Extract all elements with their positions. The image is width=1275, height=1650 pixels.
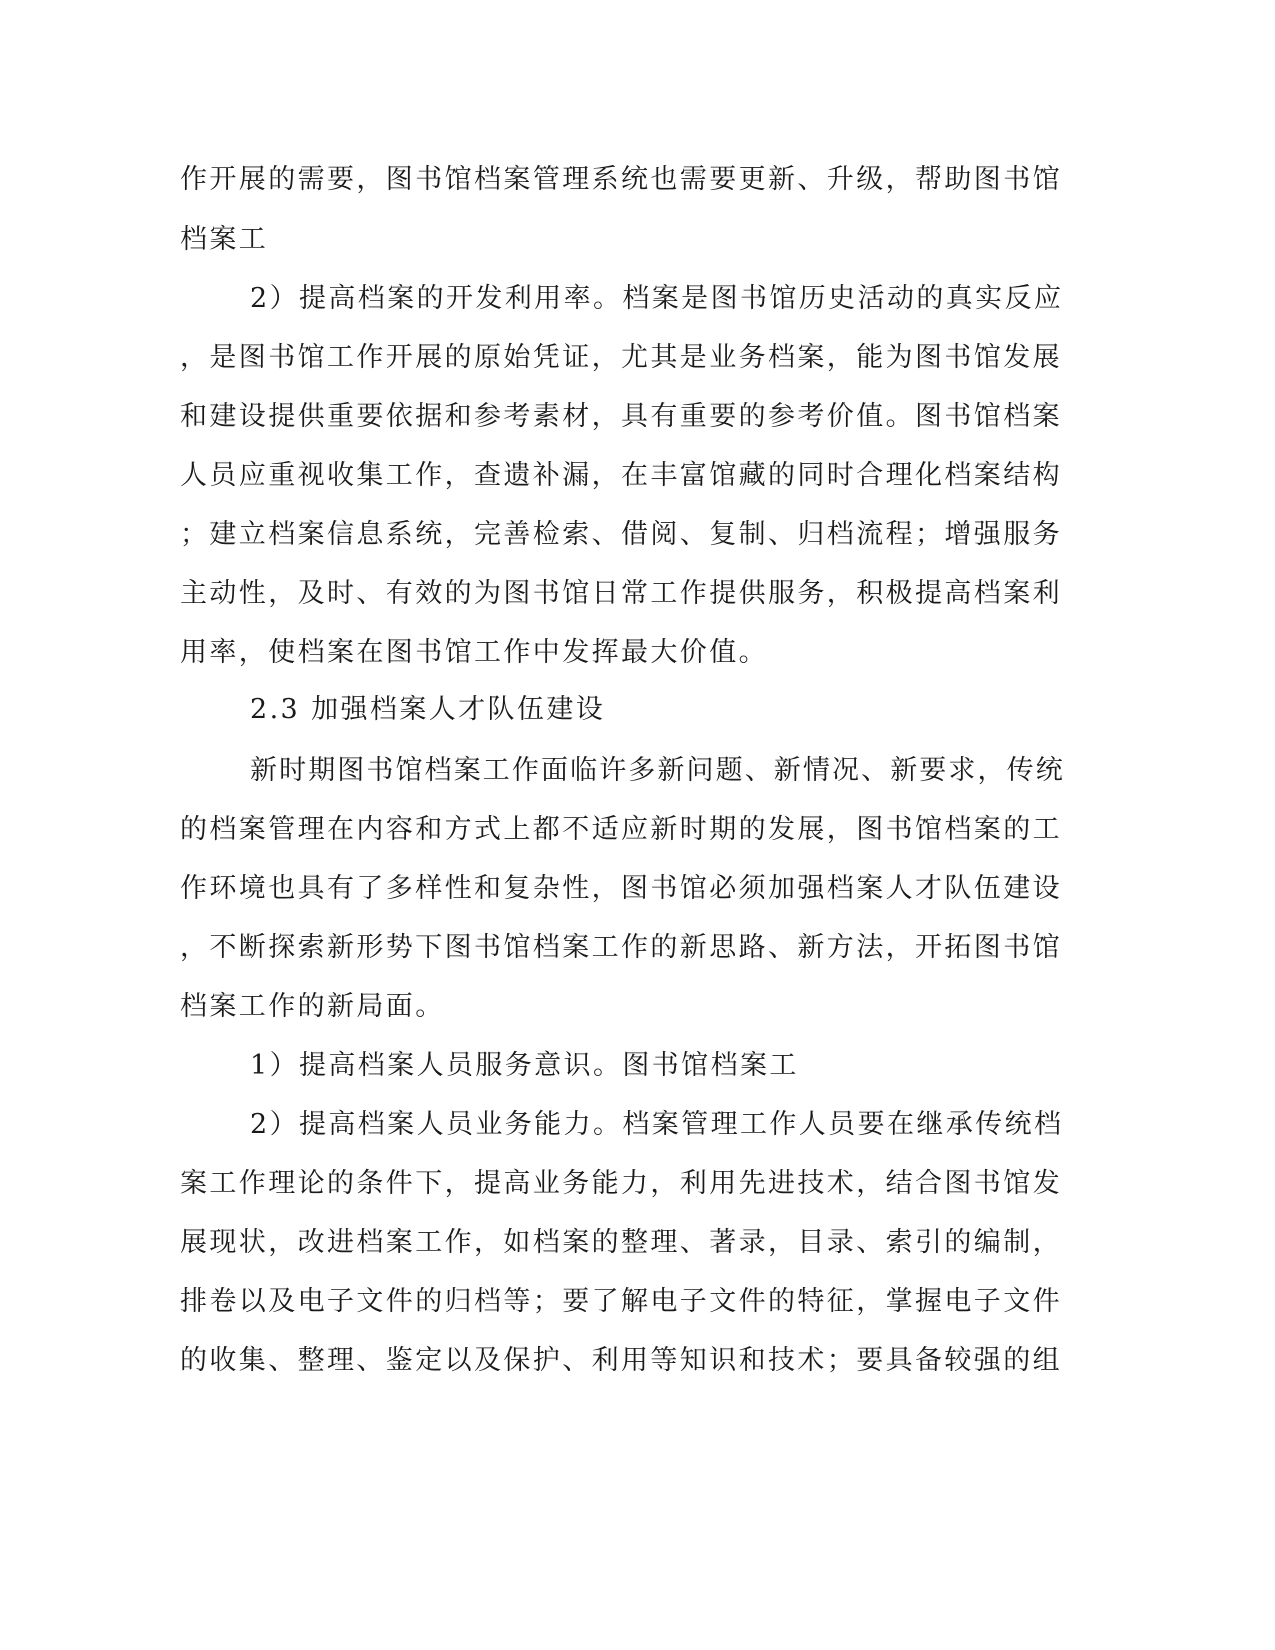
text-line: 作开展的需要，图书馆档案管理系统也需要更新、升级，帮助图书馆 xyxy=(180,164,1062,195)
text-line: 档案工作的新局面。 xyxy=(180,991,445,1022)
text-line: 2）提高档案的开发利用率。档案是图书馆历史活动的真实反应 xyxy=(250,283,1064,314)
section-heading: 2.3 加强档案人才队伍建设 xyxy=(250,694,606,725)
text-line: 主动性，及时、有效的为图书馆日常工作提供服务，积极提高档案利 xyxy=(180,578,1062,609)
text-line: 2）提高档案人员业务能力。档案管理工作人员要在继承传统档 xyxy=(250,1109,1064,1140)
text-line: 人员应重视收集工作，查遗补漏，在丰富馆藏的同时合理化档案结构 xyxy=(180,460,1062,491)
text-line: 案工作理论的条件下，提高业务能力，利用先进技术，结合图书馆发 xyxy=(180,1168,1062,1199)
text-line: 的收集、整理、鉴定以及保护、利用等知识和技术；要具备较强的组 xyxy=(180,1345,1062,1376)
text-line: 档案工 xyxy=(180,224,269,255)
text-line: 1）提高档案人员服务意识。图书馆档案工 xyxy=(250,1050,799,1081)
text-line: 的档案管理在内容和方式上都不适应新时期的发展，图书馆档案的工 xyxy=(180,814,1062,845)
text-line: 新时期图书馆档案工作面临许多新问题、新情况、新要求，传统 xyxy=(250,755,1065,786)
text-line: 作环境也具有了多样性和复杂性，图书馆必须加强档案人才队伍建设 xyxy=(180,873,1062,904)
text-line: 和建设提供重要依据和参考素材，具有重要的参考价值。图书馆档案 xyxy=(180,401,1062,432)
text-line: 展现状，改进档案工作，如档案的整理、著录，目录、索引的编制， xyxy=(180,1227,1062,1258)
text-line: ，不断探索新形势下图书馆档案工作的新思路、新方法，开拓图书馆 xyxy=(180,932,1062,963)
text-line: 排卷以及电子文件的归档等；要了解电子文件的特征，掌握电子文件 xyxy=(180,1286,1062,1317)
text-line: ；建立档案信息系统，完善检索、借阅、复制、归档流程；增强服务 xyxy=(180,519,1062,550)
text-line: ，是图书馆工作开展的原始凭证，尤其是业务档案，能为图书馆发展 xyxy=(180,342,1062,373)
text-line: 用率，使档案在图书馆工作中发挥最大价值。 xyxy=(180,637,768,668)
